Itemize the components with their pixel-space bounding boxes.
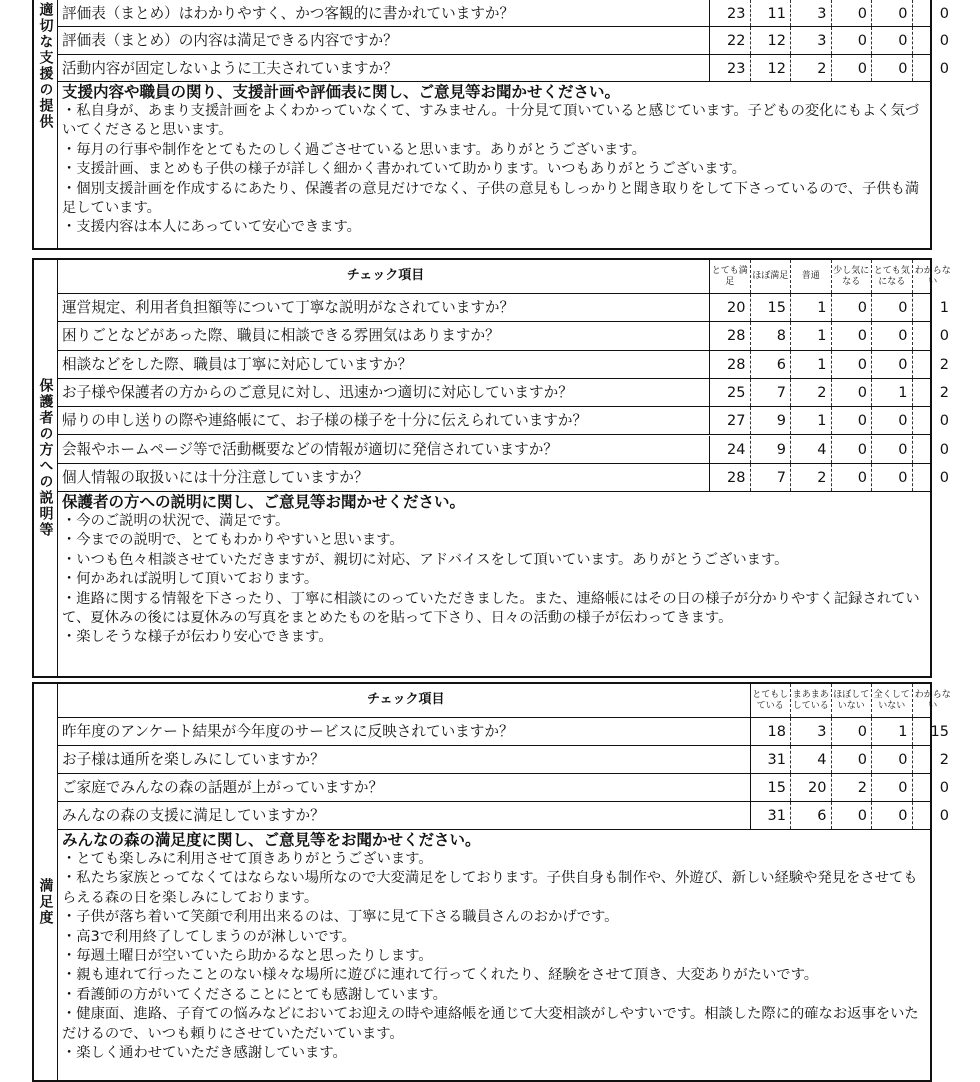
question-text: 評価表（まとめ）の内容は満足できる内容ですか？ xyxy=(58,27,710,54)
question-text: お子様や保護者の方からのご意見に対し、迅速かつ適切に対応していますか？ xyxy=(58,379,710,406)
count-cell: 3 xyxy=(791,27,832,54)
comment-line: ・私自身が、あまり支援計画をよくわかっていなくて、すみません。十分見て頂いていると感じています。子どもの変化にもよく気づいてくださると思います。 xyxy=(62,103,920,139)
column-header: 全くしていない xyxy=(872,684,913,717)
count-cell: 0 xyxy=(872,774,913,801)
count-cell: 0 xyxy=(832,55,873,81)
question-text: 帰りの申し送りの際や連絡帳にて、お子様の様子を十分に伝えられていますか？ xyxy=(58,407,710,434)
table-row xyxy=(58,407,949,435)
count-cell: 7 xyxy=(751,464,792,491)
comment-line: ・高3で利用終了してしまうのが淋しいです。 xyxy=(62,928,356,945)
comment-title: みんなの森の満足度に関し、ご意見等をお聞かせください。 xyxy=(62,831,481,849)
count-cell: 12 xyxy=(751,27,792,54)
question-text: 運営規定、利用者負担額等について丁寧な説明がなされていますか？ xyxy=(58,294,710,321)
count-cell: 0 xyxy=(872,407,913,434)
count-cell: 9 xyxy=(751,436,792,463)
count-cell: 0 xyxy=(872,464,913,491)
count-cell: 0 xyxy=(872,802,913,829)
table-row xyxy=(58,322,949,350)
count-cell: 0 xyxy=(872,55,913,81)
count-cell: 1 xyxy=(791,322,832,349)
table-row xyxy=(58,718,949,746)
count-cell: 2 xyxy=(832,774,873,801)
count-cell: 15 xyxy=(930,724,949,740)
comment-line: ・毎週土曜日が空いていたら助かるなと思ったりします。 xyxy=(62,948,433,965)
count-cell: 0 xyxy=(872,27,913,54)
comment-title: 保護者の方への説明に関し、ご意見等お聞かせください。 xyxy=(62,493,466,511)
table-row xyxy=(58,294,949,322)
count-cell: 11 xyxy=(751,0,792,26)
count-cell: 18 xyxy=(751,718,792,745)
comment-line: ・支援内容は本人にあっていて安心できます。 xyxy=(62,219,361,236)
question-text: 活動内容が固定しないように工夫されていますか？ xyxy=(58,55,710,81)
table-row xyxy=(58,351,949,379)
count-cell: 0 xyxy=(872,0,913,26)
section-satisfaction xyxy=(32,682,951,1082)
count-cell: 22 xyxy=(710,27,751,54)
comment-line: ・支援計画、まとめも子供の様子が詳しく細かく書かれていて助かります。いつもありがとうございます。 xyxy=(62,161,746,178)
comment-line: ・個別支援計画を作成するにあたり、保護者の意見だけでなく、子供の意見もしっかりと聞き取りをして下さっているので、子供も満足しています。 xyxy=(62,180,920,217)
count-cell: 20 xyxy=(791,774,832,801)
table-row xyxy=(58,774,949,802)
count-cell: 23 xyxy=(710,0,751,26)
question-text: 困りごとなどがあった際、職員に相談できる雰囲気はありますか？ xyxy=(58,322,710,349)
column-header: 少し気になる xyxy=(832,260,873,293)
count-cell: 3 xyxy=(791,718,832,745)
count-cell: 12 xyxy=(751,55,792,81)
check-label: チェック項目 xyxy=(58,260,710,293)
count-cell: 0 xyxy=(832,351,873,378)
count-cell: 31 xyxy=(751,746,792,773)
count-cell: 4 xyxy=(791,746,832,773)
column-header: 普通 xyxy=(791,260,832,293)
count-cell: 0 xyxy=(832,322,873,349)
question-text: 個人情報の取扱いには十分注意していますか？ xyxy=(58,464,710,491)
count-cell: 15 xyxy=(751,774,792,801)
question-text: ご家庭でみんなの森の話題が上がっていますか？ xyxy=(58,774,751,801)
count-cell: 0 xyxy=(872,746,913,773)
count-cell: 0 xyxy=(832,379,873,406)
comment-line: ・楽しく通わせていただき感謝しています。 xyxy=(62,1045,347,1062)
column-header: ほぼしていない xyxy=(832,684,873,717)
column-header: とてもしている xyxy=(751,684,792,717)
comment-line: ・今のご説明の状況で、満足です。 xyxy=(62,513,290,529)
count-cell: 0 xyxy=(939,33,949,49)
count-cell: 0 xyxy=(939,61,949,77)
table-row xyxy=(58,55,949,82)
count-cell: 0 xyxy=(939,413,949,430)
table-row xyxy=(58,379,949,407)
comments-support xyxy=(58,82,930,238)
count-cell: 23 xyxy=(710,55,751,81)
section-support xyxy=(32,0,949,250)
count-cell: 2 xyxy=(939,752,949,768)
count-cell: 8 xyxy=(751,322,792,349)
count-cell: 0 xyxy=(872,351,913,378)
count-cell: 9 xyxy=(751,407,792,434)
count-cell: 0 xyxy=(939,6,949,22)
comment-line: ・いつも色々相談させていただきますが、親切に対応、アドバイスをして頂いています。ありがとうございます。 xyxy=(62,551,789,568)
count-cell: 27 xyxy=(710,407,751,434)
count-cell: 1 xyxy=(872,379,913,406)
count-cell: 1 xyxy=(791,351,832,378)
count-cell: 0 xyxy=(832,27,873,54)
comment-line: ・とても楽しみに利用させて頂きありがとうございます。 xyxy=(62,851,433,867)
count-cell: 0 xyxy=(832,746,873,773)
table-row xyxy=(58,0,949,27)
table-row xyxy=(58,464,949,492)
comment-line: ・健康面、進路、子育ての悩みなどにおいてお迎えの時や連絡帳を通じて大変相談がしやすいです。相談した際に的確なお返事をいただけるので、いつも頼りにさせていただいています。 xyxy=(62,1006,919,1042)
table-row xyxy=(58,436,949,464)
side-label-support: 適切な支援の提供 xyxy=(34,0,58,248)
comment-line: ・何かあれば説明して頂いております。 xyxy=(62,571,319,588)
count-cell: 28 xyxy=(710,351,751,378)
count-cell: 2 xyxy=(791,464,832,491)
count-cell: 28 xyxy=(710,464,751,491)
comment-line: ・看護師の方がいてくださることにとても感謝しています。 xyxy=(62,986,447,1003)
count-cell: 0 xyxy=(939,469,949,486)
column-header: わからない xyxy=(914,265,951,287)
count-cell: 7 xyxy=(751,379,792,406)
question-text: 昨年度のアンケート結果が今年度のサービスに反映されていますか？ xyxy=(58,718,751,745)
count-cell: 1 xyxy=(939,300,949,316)
table-row xyxy=(58,27,949,55)
comment-title: 支援内容や職員の関り、支援計画や評価表に関し、ご意見等お聞かせください。 xyxy=(62,83,621,101)
count-cell: 2 xyxy=(791,379,832,406)
side-label-satisfaction: 満足度 xyxy=(34,684,58,1080)
count-cell: 24 xyxy=(710,436,751,463)
count-cell: 1 xyxy=(791,407,832,434)
count-cell: 6 xyxy=(751,351,792,378)
count-cell: 0 xyxy=(832,718,873,745)
column-header: まあまあしている xyxy=(791,684,832,717)
side-label-explanation: 保護者の方への説明等 xyxy=(34,260,58,676)
count-cell: 0 xyxy=(832,464,873,491)
comment-line: ・今までの説明で、とてもわかりやすいと思います。 xyxy=(62,532,404,549)
count-cell: 0 xyxy=(832,436,873,463)
count-cell: 1 xyxy=(872,718,913,745)
count-cell: 0 xyxy=(939,328,949,345)
count-cell: 6 xyxy=(791,802,832,829)
comment-line: ・毎月の行事や制作をとてもたのしく過ごさせていると思います。ありがとうございます。 xyxy=(62,141,646,158)
count-cell: 25 xyxy=(710,379,751,406)
comment-line: ・親も連れて行ったことのない様々な場所に遊びに連れて行ってくれたり、経験をさせて頂き、大変ありがたいです。 xyxy=(62,967,819,984)
column-header: わからない xyxy=(914,689,951,711)
count-cell: 3 xyxy=(791,0,832,26)
count-cell: 15 xyxy=(751,294,792,321)
count-cell: 0 xyxy=(939,780,949,796)
count-cell: 1 xyxy=(791,294,832,321)
column-header: とても気になる xyxy=(872,260,913,293)
comments-explanation xyxy=(58,492,930,648)
column-header: ほぼ満足 xyxy=(751,260,792,293)
count-cell: 0 xyxy=(872,436,913,463)
comment-line: ・進路に関する情報を下さったり、丁寧に相談にのっていただきました。また、連絡帳にはその日の様子が分かりやすく記録されていて、夏休みの後には夏休みの写真をまとめたものを貼って下さり、日々の活動の様子が伝わってきます。 xyxy=(62,590,920,627)
comments-satisfaction xyxy=(58,830,930,1063)
count-cell: 0 xyxy=(832,294,873,321)
check-label: チェック項目 xyxy=(58,684,751,717)
question-text: 相談などをした際、職員は丁寧に対応していますか？ xyxy=(58,351,710,378)
count-cell: 28 xyxy=(710,322,751,349)
table-header xyxy=(58,684,951,718)
count-cell: 20 xyxy=(710,294,751,321)
table-row xyxy=(58,802,949,830)
count-cell: 0 xyxy=(832,802,873,829)
section-explanation xyxy=(32,258,951,678)
comment-line: ・子供が落ち着いて笑顔で利用出来るのは、丁寧に見て下さる職員さんのおかげです。 xyxy=(62,909,619,926)
count-cell: 4 xyxy=(791,436,832,463)
question-text: 会報やホームページ等で活動概要などの情報が適切に発信されていますか？ xyxy=(58,436,710,463)
comment-line: ・楽しそうな様子が伝わり安心できます。 xyxy=(62,629,333,646)
comment-line: ・私たち家族とってなくてはならない場所なので大変満足をしております。子供自身も制作や、外遊び、新しい経験や発見をさせてもらえる森の日を楽しみにしております。 xyxy=(62,870,918,906)
count-cell: 0 xyxy=(832,0,873,26)
count-cell: 0 xyxy=(939,808,949,824)
count-cell: 2 xyxy=(939,384,949,401)
question-text: 評価表（まとめ）はわかりやすく、かつ客観的に書かれていますか？ xyxy=(58,0,710,26)
count-cell: 0 xyxy=(939,441,949,458)
count-cell: 0 xyxy=(872,322,913,349)
question-text: お子様は通所を楽しみにしていますか？ xyxy=(58,746,751,773)
table-header xyxy=(58,260,951,294)
question-text: みんなの森の支援に満足していますか？ xyxy=(58,802,751,829)
count-cell: 2 xyxy=(939,356,949,373)
count-cell: 31 xyxy=(751,802,792,829)
count-cell: 0 xyxy=(832,407,873,434)
table-row xyxy=(58,746,949,774)
count-cell: 0 xyxy=(872,294,913,321)
column-header: とても満足 xyxy=(710,260,751,293)
count-cell: 2 xyxy=(791,55,832,81)
